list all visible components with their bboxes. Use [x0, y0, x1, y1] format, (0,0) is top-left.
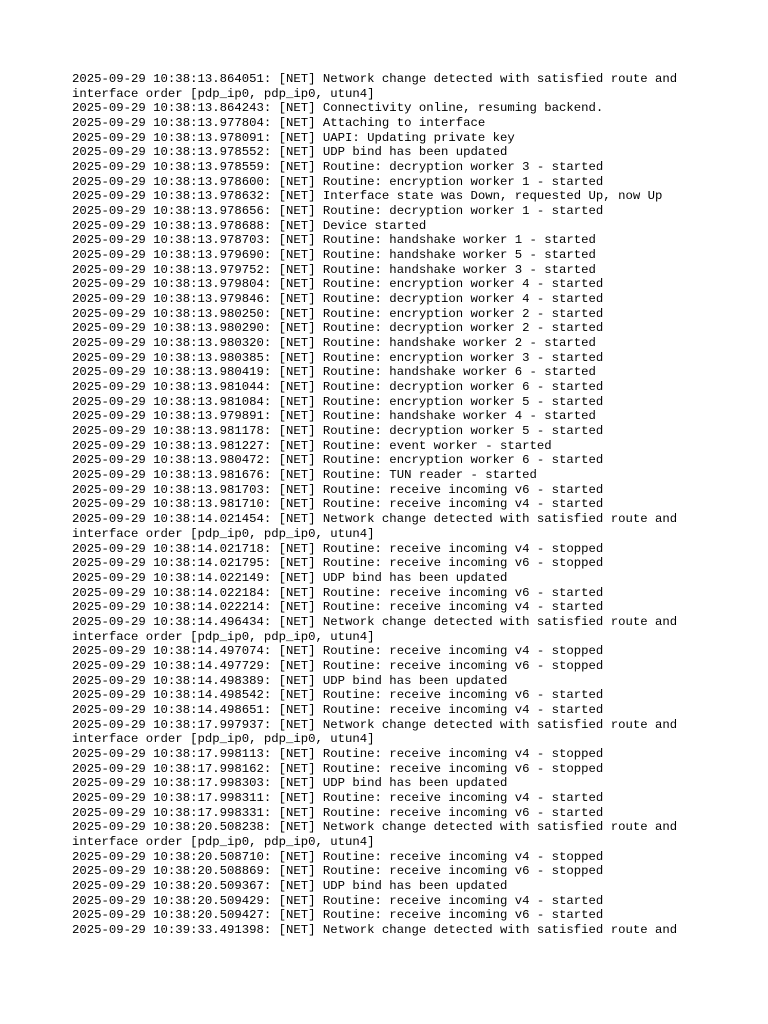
log-line: 2025-09-29 10:38:14.022214: [NET] Routine: receive incoming v4 - started	[72, 600, 604, 615]
log-line: 2025-09-29 10:38:13.981178: [NET] Routine: decryption worker 5 - started	[72, 424, 604, 439]
log-line: 2025-09-29 10:38:13.980385: [NET] Routine: encryption worker 3 - started	[72, 350, 604, 365]
log-line: 2025-09-29 10:38:13.981703: [NET] Routine: receive incoming v6 - started	[72, 482, 604, 497]
log-line: 2025-09-29 10:38:13.978688: [NET] Device started	[72, 218, 427, 233]
log-line: 2025-09-29 10:38:17.998162: [NET] Routine: receive incoming v6 - stopped	[72, 761, 604, 776]
log-line: 2025-09-29 10:38:14.498542: [NET] Routine: receive incoming v6 - started	[72, 688, 604, 703]
log-line: 2025-09-29 10:38:13.980419: [NET] Routine: handshake worker 6 - started	[72, 365, 596, 380]
log-line: 2025-09-29 10:38:14.496434: [NET] Network change detected with satisfied route and interface order [pdp_ip0, pdp_ip0, utun4]	[72, 614, 685, 644]
log-line: 2025-09-29 10:38:13.980472: [NET] Routine: encryption worker 6 - started	[72, 453, 604, 468]
log-line: 2025-09-29 10:38:14.021718: [NET] Routine: receive incoming v4 - stopped	[72, 541, 604, 556]
log-line: 2025-09-29 10:38:20.509367: [NET] UDP bind has been updated	[72, 878, 508, 893]
log-line: 2025-09-29 10:38:20.508869: [NET] Routine: receive incoming v6 - stopped	[72, 864, 604, 879]
log-line: 2025-09-29 10:38:13.981044: [NET] Routine: decryption worker 6 - started	[72, 380, 604, 395]
log-line: 2025-09-29 10:38:13.981710: [NET] Routine: receive incoming v4 - started	[72, 497, 604, 512]
log-line: 2025-09-29 10:38:20.509427: [NET] Routine: receive incoming v6 - started	[72, 908, 604, 923]
log-line: 2025-09-29 10:38:17.997937: [NET] Network change detected with satisfied route and interface order [pdp_ip0, pdp_ip0, utun4]	[72, 717, 685, 747]
log-line: 2025-09-29 10:38:13.864051: [NET] Network change detected with satisfied route and interface order [pdp_ip0, pdp_ip0, utun4]	[72, 72, 685, 101]
log-line: 2025-09-29 10:38:14.021795: [NET] Routine: receive incoming v6 - stopped	[72, 556, 604, 571]
log-line: 2025-09-29 10:38:13.981227: [NET] Routine: event worker - started	[72, 438, 552, 453]
log-line: 2025-09-29 10:38:14.021454: [NET] Network change detected with satisfied route and interface order [pdp_ip0, pdp_ip0, utun4]	[72, 512, 685, 541]
log-line: 2025-09-29 10:38:13.981676: [NET] Routine: TUN reader - started	[72, 468, 537, 483]
log-line: 2025-09-29 10:38:13.978600: [NET] Routine: encryption worker 1 - started	[72, 174, 604, 189]
log-line: 2025-09-29 10:38:17.998311: [NET] Routine: receive incoming v4 - started	[72, 790, 604, 805]
log-line: 2025-09-29 10:38:13.978091: [NET] UAPI: Updating private key	[72, 130, 515, 145]
log-line: 2025-09-29 10:38:14.022149: [NET] UDP bind has been updated	[72, 570, 508, 585]
log-line: 2025-09-29 10:38:13.980320: [NET] Routine: handshake worker 2 - started	[72, 336, 596, 351]
log-line: 2025-09-29 10:38:17.998331: [NET] Routine: receive incoming v6 - started	[72, 805, 604, 820]
log-line: 2025-09-29 10:38:20.508710: [NET] Routine: receive incoming v4 - stopped	[72, 849, 604, 864]
log-line: 2025-09-29 10:38:13.978656: [NET] Routine: decryption worker 1 - started	[72, 204, 604, 219]
log-line: 2025-09-29 10:38:13.980250: [NET] Routine: encryption worker 2 - started	[72, 306, 604, 321]
log-line: 2025-09-29 10:38:13.980290: [NET] Routine: decryption worker 2 - started	[72, 321, 604, 336]
log-line: 2025-09-29 10:38:13.979891: [NET] Routine: handshake worker 4 - started	[72, 409, 596, 424]
log-line: 2025-09-29 10:38:14.498389: [NET] UDP bind has been updated	[72, 673, 508, 688]
log-line: 2025-09-29 10:38:13.979846: [NET] Routine: decryption worker 4 - started	[72, 292, 604, 307]
log-line: 2025-09-29 10:38:14.498651: [NET] Routine: receive incoming v4 - started	[72, 702, 604, 717]
log-view	[72, 72, 712, 938]
log-line: 2025-09-29 10:38:14.022184: [NET] Routine: receive incoming v6 - started	[72, 585, 604, 600]
log-line: 2025-09-29 10:38:13.977804: [NET] Attaching to interface	[72, 116, 486, 131]
log-line: 2025-09-29 10:38:14.497074: [NET] Routine: receive incoming v4 - stopped	[72, 644, 604, 659]
log-line: 2025-09-29 10:38:13.981084: [NET] Routine: encryption worker 5 - started	[72, 394, 604, 409]
log-line: 2025-09-29 10:38:17.998303: [NET] UDP bind has been updated	[72, 776, 508, 791]
log-line: 2025-09-29 10:38:13.979752: [NET] Routine: handshake worker 3 - started	[72, 262, 596, 277]
log-line: 2025-09-29 10:38:13.978552: [NET] UDP bind has been updated	[72, 145, 508, 160]
log-line: 2025-09-29 10:39:33.491398: [NET] Network change detected with satisfied route and	[72, 922, 678, 937]
log-line: 2025-09-29 10:38:13.979690: [NET] Routine: handshake worker 5 - started	[72, 248, 596, 263]
log-line: 2025-09-29 10:38:17.998113: [NET] Routine: receive incoming v4 - stopped	[72, 746, 604, 761]
log-line: 2025-09-29 10:38:20.508238: [NET] Network change detected with satisfied route and interface order [pdp_ip0, pdp_ip0, utun4]	[72, 820, 685, 849]
log-line: 2025-09-29 10:38:20.509429: [NET] Routine: receive incoming v4 - started	[72, 893, 604, 908]
log-line: 2025-09-29 10:38:13.978559: [NET] Routine: decryption worker 3 - started	[72, 160, 604, 175]
log-line: 2025-09-29 10:38:13.978703: [NET] Routine: handshake worker 1 - started	[72, 233, 596, 248]
log-line: 2025-09-29 10:38:13.978632: [NET] Interface state was Down, requested Up, now Up	[72, 189, 663, 204]
log-line: 2025-09-29 10:38:13.979804: [NET] Routine: encryption worker 4 - started	[72, 277, 604, 292]
log-line: 2025-09-29 10:38:14.497729: [NET] Routine: receive incoming v6 - stopped	[72, 658, 604, 673]
log-line: 2025-09-29 10:38:13.864243: [NET] Connectivity online, resuming backend.	[72, 101, 604, 116]
